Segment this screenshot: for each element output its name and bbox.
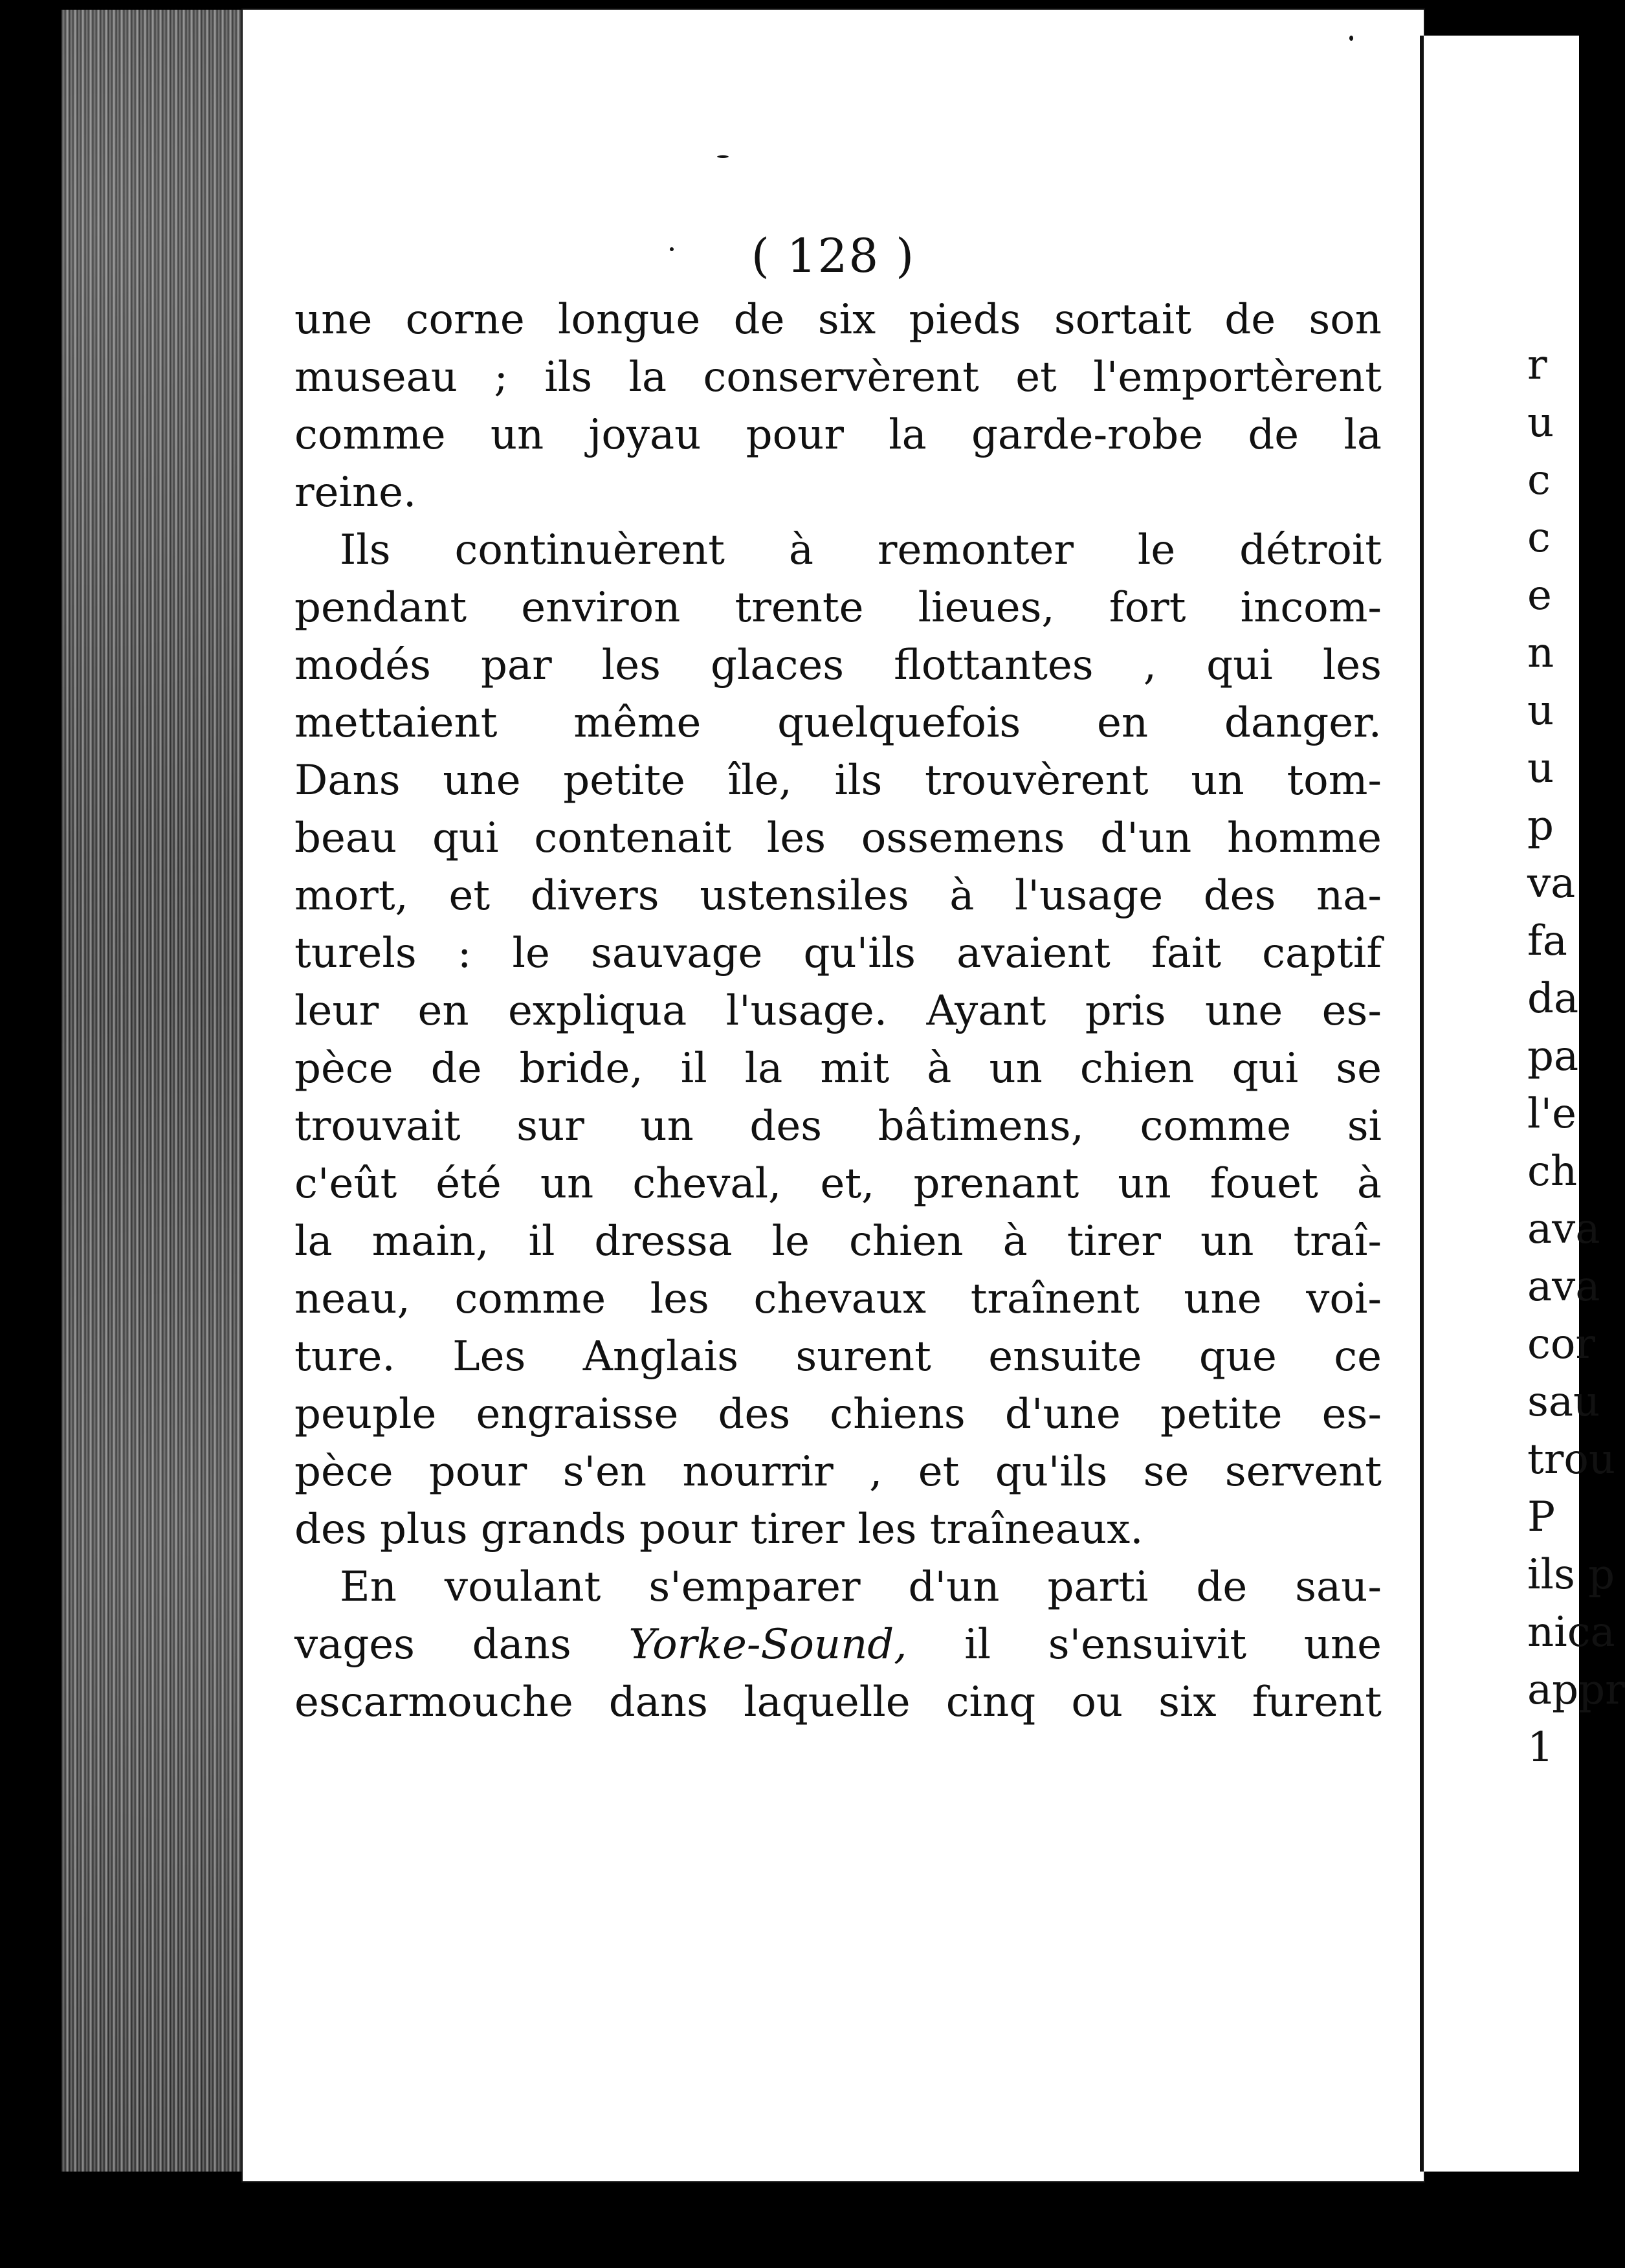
book-page-edges [61,10,243,2172]
right-fragment-20: trou [1527,1436,1616,1484]
text-line-9: Dans une petite île, ils trouvèrent un tom- [294,757,1382,805]
ink-speck [717,155,729,158]
text-line-11: mort, et divers ustensiles à l'usage des na- [294,872,1382,920]
page-text [294,291,1382,1731]
text-line-2: museau ; ils la conservèrent et l'emportèrent [294,353,1382,401]
right-fragment-14: l'e [1527,1090,1576,1138]
right-fragment-1: r [1527,341,1547,389]
right-fragment-18: cor [1527,1320,1595,1368]
page-number: ( 128 ) [751,228,916,283]
right-fragment-2: u [1527,399,1554,447]
text-line-1: une corne longue de six pieds sortait de son [294,296,1382,344]
text-line-23: En voulant s'emparer d'un parti de sau- [340,1563,1382,1611]
text-line-8: mettaient même quelquefois en danger. [294,699,1382,747]
text-line-12: turels : le sauvage qu'ils avaient fait captif [294,929,1382,977]
text-line-10: beau qui contenait les ossemens d'un homme [294,814,1382,862]
ink-speck [670,247,674,251]
right-fragment-24: appr [1527,1666,1625,1714]
right-fragment-16: ava [1527,1205,1600,1253]
right-fragment-9: p [1527,802,1554,850]
text-line-24-part-1: vages dans [294,1621,571,1669]
text-line-20: peuple engraisse des chiens d'une petite es- [294,1390,1382,1438]
right-fragment-17: ava [1527,1263,1600,1311]
text-line-16: c'eût été un cheval, et, prenant un fouet à [294,1160,1382,1208]
text-line-22: des plus grands pour tirer les traîneaux. [294,1506,1144,1553]
right-fragment-4: c [1527,514,1551,562]
text-line-3: comme un joyau pour la garde-robe de la [294,411,1382,459]
right-fragment-21: P [1527,1493,1556,1541]
text-line-24 [294,1616,1382,1674]
right-fragment-19: sau [1527,1378,1600,1426]
place-name: Yorke-Sound, [628,1621,907,1669]
right-fragment-8: u [1527,744,1554,792]
right-fragment-5: e [1527,572,1552,619]
right-fragment-7: u [1527,687,1554,735]
right-fragment-13: pa [1527,1032,1579,1080]
text-line-4: reine. [294,469,417,517]
right-fragment-22: ils p [1527,1551,1615,1599]
text-line-5: Ils continuèrent à remonter le détroit [340,526,1382,574]
text-line-24-part-2: il s'ensuivit une [964,1621,1382,1669]
right-fragment-23: nica [1527,1608,1615,1656]
text-line-17: la main, il dressa le chien à tirer un traî- [294,1217,1382,1265]
right-page-fragments [1527,337,1625,1777]
text-line-6: pendant environ trente lieues, fort incom- [294,584,1382,632]
text-line-14: pèce de bride, il la mit à un chien qui se [294,1045,1382,1093]
text-line-25: escarmouche dans laquelle cinq ou six furent [294,1678,1382,1726]
right-fragment-6: n [1527,629,1554,677]
text-line-21: pèce pour s'en nourrir , et qu'ils se servent [294,1448,1382,1496]
text-line-13: leur en expliqua l'usage. Ayant pris une es- [294,987,1382,1035]
ink-speck [1349,36,1353,41]
right-fragment-10: va [1527,860,1576,907]
right-fragment-3: c [1527,456,1551,504]
text-line-15: trouvait sur un des bâtimens, comme si [294,1102,1382,1150]
text-line-7: modés par les glaces flottantes , qui les [294,641,1382,689]
right-fragment-25: 1 [1527,1724,1554,1772]
right-fragment-12: da [1527,975,1579,1023]
text-line-19: ture. Les Anglais surent ensuite que ce [294,1333,1382,1381]
right-fragment-11: fa [1527,917,1567,965]
text-line-18: neau, comme les chevaux traînent une voi- [294,1275,1382,1323]
right-fragment-15: ch [1527,1148,1578,1195]
